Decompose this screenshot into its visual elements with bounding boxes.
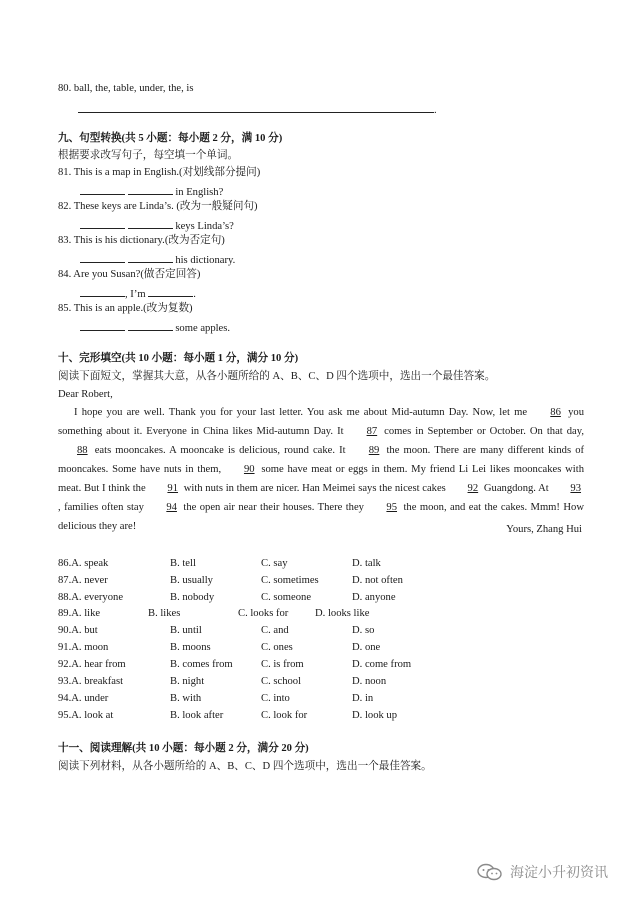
answer-mid: , I’m: [125, 289, 146, 300]
cloze-blank-92[interactable]: 92: [467, 483, 479, 494]
answer-blank[interactable]: [128, 319, 173, 331]
passage-text: the moon, and eat the cakes. Mmm! How delicious they are!: [58, 502, 584, 532]
option-d[interactable]: D. talk: [352, 558, 381, 569]
option-a[interactable]: A. look at: [71, 710, 114, 721]
passage-text: the open air near their houses. There they: [183, 502, 364, 513]
cloze-blank-94[interactable]: 94: [166, 502, 177, 513]
option-number: 92.: [58, 659, 72, 670]
cloze-passage: [58, 403, 584, 536]
option-c[interactable]: C. and: [261, 625, 289, 636]
question-81: 81. This is a map in English.(对划线部分提问): [58, 167, 261, 178]
option-c[interactable]: C. say: [261, 558, 288, 569]
question-82-answer: [80, 217, 234, 233]
option-number: 90.: [58, 625, 72, 636]
option-a[interactable]: A. hear from: [71, 659, 126, 670]
passage-text: comes in September or October. On that day,: [384, 426, 584, 437]
letter-greeting: Dear Robert,: [58, 389, 113, 400]
option-c[interactable]: C. someone: [261, 592, 312, 603]
option-d[interactable]: D. not often: [352, 575, 403, 586]
answer-blank[interactable]: [78, 101, 434, 113]
option-c[interactable]: C. school: [261, 676, 302, 687]
answer-blank[interactable]: [148, 285, 193, 297]
answer-blank[interactable]: [80, 217, 125, 229]
question-84: 84. Are you Susan?(做否定回答): [58, 269, 201, 280]
watermark: [476, 862, 608, 882]
option-b[interactable]: B. nobody: [170, 592, 215, 603]
cloze-blank-88[interactable]: 88: [77, 445, 88, 456]
option-number: 93.: [58, 676, 72, 687]
option-b[interactable]: B. tell: [170, 558, 196, 569]
answer-tail: some apples.: [175, 323, 231, 334]
section-10-title: 十、完形填空(共 10 小题：每小题 1 分，满分 10 分): [58, 353, 299, 364]
answer-blank[interactable]: [80, 183, 125, 195]
options-row-88: [58, 591, 123, 604]
cloze-blank-91[interactable]: 91: [167, 483, 179, 494]
question-82: 82. These keys are Linda’s. (改为一般疑问句): [58, 201, 258, 212]
option-d[interactable]: D. come from: [352, 659, 412, 670]
question-85-answer: [80, 319, 230, 335]
options-row-90: [58, 624, 98, 637]
option-c[interactable]: C. sometimes: [261, 575, 319, 586]
cloze-blank-95[interactable]: 95: [386, 502, 398, 513]
question-80-answer-line: [78, 101, 437, 117]
options-row-94: [58, 692, 108, 705]
option-a[interactable]: A. everyone: [71, 592, 124, 603]
option-c[interactable]: C. into: [261, 693, 290, 704]
answer-tail: in English?: [175, 187, 224, 198]
option-d[interactable]: D. look up: [352, 710, 398, 721]
watermark-text: 海淀小升初资讯: [510, 865, 608, 881]
options-row-95: [58, 709, 113, 722]
options-row-91: [58, 641, 108, 654]
option-d[interactable]: D. so: [352, 625, 375, 636]
question-84-answer: [80, 285, 196, 301]
passage-text: the moon. There are many different kinds of mooncakes. Some have nuts in them,: [58, 445, 585, 475]
option-a[interactable]: A. never: [71, 575, 108, 586]
answer-blank[interactable]: [80, 251, 125, 263]
option-number: 86.: [58, 558, 72, 569]
section-9-title: 九、句型转换(共 5 小题：每小题 2 分，满 10 分): [58, 133, 283, 144]
answer-end: .: [193, 289, 196, 300]
options-row-89: [58, 607, 100, 620]
period: .: [434, 105, 437, 116]
option-b[interactable]: B. usually: [170, 575, 213, 586]
passage-text: with nuts in them are nicer. Han Meimei says the nicest cakes: [183, 483, 446, 494]
options-row-92: [58, 658, 126, 671]
option-b[interactable]: B. comes from: [170, 659, 233, 670]
passage-text: Guangdong. At: [483, 483, 549, 494]
option-number: 88.: [58, 592, 72, 603]
option-c[interactable]: C. looks for: [238, 608, 289, 619]
answer-blank[interactable]: [80, 285, 125, 297]
answer-tail: keys Linda’s?: [175, 221, 234, 232]
cloze-blank-93[interactable]: 93: [570, 483, 582, 494]
option-c[interactable]: C. is from: [261, 659, 304, 670]
option-d[interactable]: D. noon: [352, 676, 387, 687]
answer-blank[interactable]: [128, 217, 173, 229]
answer-blank[interactable]: [128, 251, 173, 263]
passage-text: you something about it. Everyone in China likes Mid-autumn Day. It: [58, 407, 584, 437]
option-number: 87.: [58, 575, 72, 586]
option-b[interactable]: B. moons: [170, 642, 211, 653]
option-number: 95.: [58, 710, 72, 721]
option-a[interactable]: A. under: [71, 693, 109, 704]
options-row-87: [58, 574, 108, 587]
option-b[interactable]: B. night: [170, 676, 205, 687]
option-number: 91.: [58, 642, 72, 653]
section-11-title: 十一、阅读理解(共 10 小题：每小题 2 分，满分 20 分): [58, 743, 309, 754]
question-80-text: 80. ball, the, table, under, the, is: [58, 83, 194, 94]
question-83: 83. This is his dictionary.(改为否定句): [58, 235, 225, 246]
option-a[interactable]: A. like: [71, 608, 101, 619]
option-a[interactable]: A. moon: [71, 642, 109, 653]
option-d[interactable]: D. one: [352, 642, 381, 653]
option-number: 94.: [58, 693, 72, 704]
letter-signature: Yours, Zhang Hui: [506, 524, 582, 535]
question-83-answer: [80, 251, 235, 267]
option-d[interactable]: D. in: [352, 693, 374, 704]
question-80: [58, 82, 194, 95]
passage-text: , families often stay: [58, 502, 144, 513]
passage-text: some have meat or eggs in them. My friend Li Lei likes mooncakes with meat. But I think the: [58, 464, 584, 494]
passage-text: eats mooncakes. A mooncake is delicious, round cake. It: [94, 445, 346, 456]
option-b[interactable]: B. likes: [148, 608, 181, 619]
option-number: 89.: [58, 608, 72, 619]
option-c[interactable]: C. look for: [261, 710, 308, 721]
option-d[interactable]: D. looks like: [315, 608, 370, 619]
option-b[interactable]: B. with: [170, 693, 202, 704]
option-a[interactable]: A. but: [71, 625, 98, 636]
section-10-instruction: 阅读下面短文，掌握其大意，从各小题所给的 A、B、C、D 四个选项中，选出一个最佳答案。: [58, 371, 496, 382]
option-b[interactable]: B. until: [170, 625, 202, 636]
section-11-instruction: 阅读下列材料，从各小题所给的 A、B、C、D 四个选项中，选出一个最佳答案。: [58, 761, 432, 772]
section-9-instruction: 根据要求改写句子，每空填一个单词。: [58, 150, 239, 161]
cloze-blank-89[interactable]: 89: [368, 445, 380, 456]
cloze-blank-86[interactable]: 86: [550, 407, 561, 418]
option-b[interactable]: B. look after: [170, 710, 224, 721]
answer-blank[interactable]: [128, 183, 173, 195]
answer-blank[interactable]: [80, 319, 125, 331]
option-a[interactable]: A. speak: [71, 558, 109, 569]
option-a[interactable]: A. breakfast: [71, 676, 124, 687]
question-81-answer: [80, 183, 223, 199]
cloze-blank-90[interactable]: 90: [243, 464, 255, 475]
option-c[interactable]: C. ones: [261, 642, 293, 653]
answer-tail: his dictionary.: [175, 255, 236, 266]
question-85: 85. This is an apple.(改为复数): [58, 303, 193, 314]
wechat-official-account-icon: [476, 862, 504, 882]
options-row-86: [58, 557, 108, 570]
cloze-blank-87[interactable]: 87: [366, 426, 378, 437]
passage-text: I hope you are well. Thank you for your last letter. You ask me about Mid-autumn Day. Now, let me: [74, 407, 528, 418]
option-d[interactable]: D. anyone: [352, 592, 396, 603]
options-row-93: [58, 675, 123, 688]
